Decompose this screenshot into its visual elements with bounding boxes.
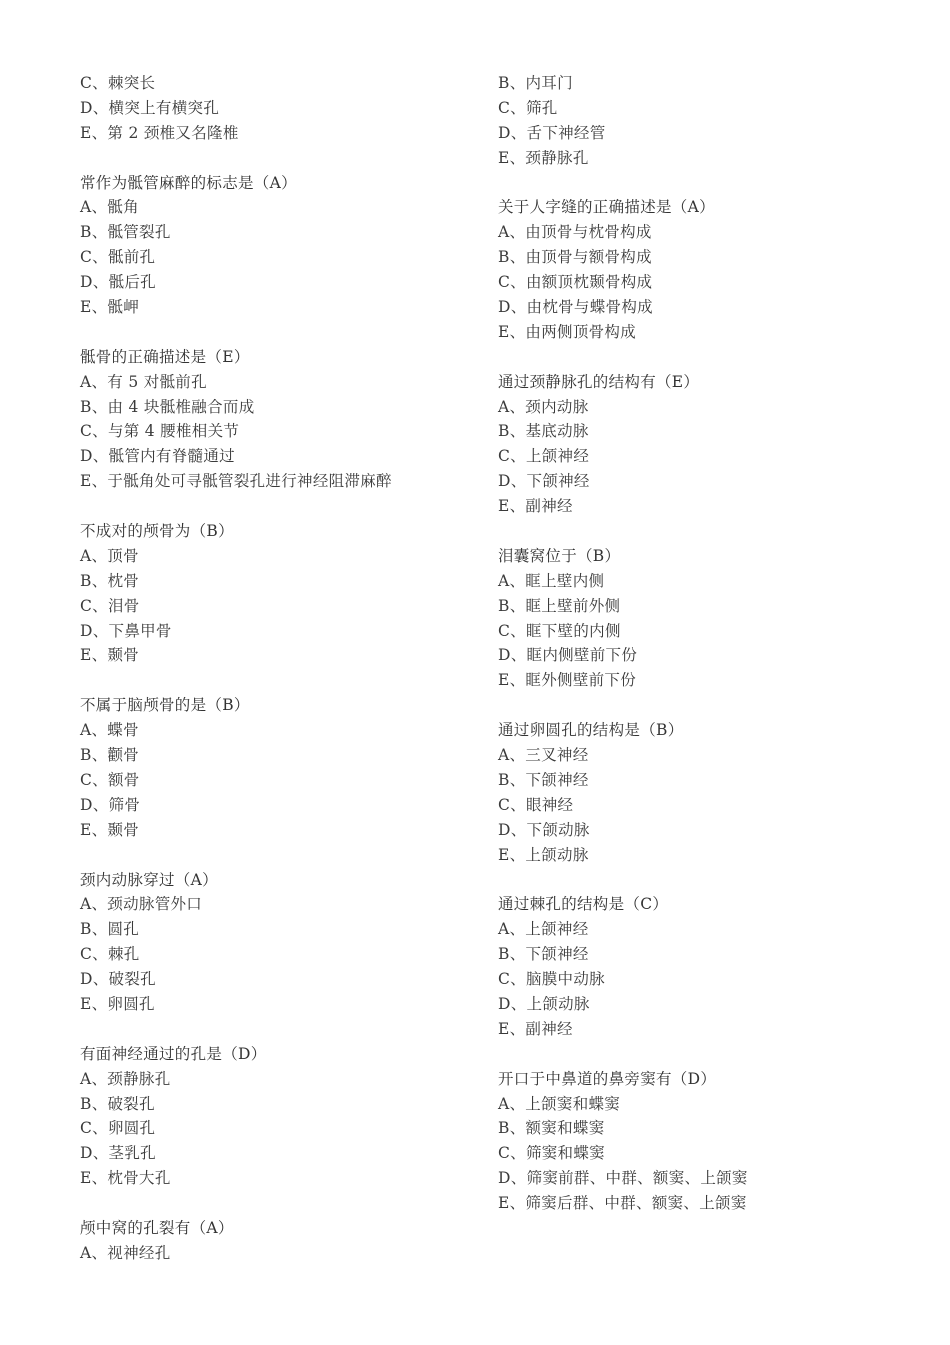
option-line: A、视神经孔	[80, 1243, 171, 1262]
question-text: 通过棘孔的结构是（C）	[498, 895, 669, 914]
question-block	[80, 868, 480, 1017]
question-spacer	[80, 320, 480, 345]
question-text: 骶骨的正确描述是（E）	[80, 347, 250, 366]
question-spacer	[80, 843, 480, 868]
option-line: D、由枕骨与蝶骨构成	[498, 298, 653, 317]
question-text: 不成对的颅骨为（B）	[80, 522, 234, 541]
question-spacer	[498, 1042, 898, 1067]
question-block	[498, 370, 898, 519]
question-block	[498, 718, 898, 867]
question-block	[498, 195, 898, 344]
question-text: 颈内动脉穿过（A）	[80, 870, 218, 889]
option-line: C、筛窦和蝶窦	[498, 1144, 605, 1163]
option-line: B、由 4 块骶椎融合而成	[80, 397, 255, 416]
question-block	[80, 519, 480, 668]
question-text: 开口于中鼻道的鼻旁窦有（D）	[498, 1069, 717, 1088]
left-column	[80, 71, 480, 1266]
question-spacer	[80, 1017, 480, 1042]
option-line: E、于骶角处可寻骶管裂孔进行神经阻滞麻醉	[80, 472, 392, 491]
option-line: B、下颌神经	[498, 945, 589, 964]
question-text: 通过颈静脉孔的结构有（E）	[498, 372, 700, 391]
option-line: E、颞骨	[80, 820, 140, 839]
option-line: A、蝶骨	[80, 721, 139, 740]
option-line: E、副神经	[498, 1019, 573, 1038]
option-line: E、颈静脉孔	[498, 148, 589, 167]
option-line: C、卵圆孔	[80, 1119, 156, 1138]
option-line: D、下颌神经	[498, 472, 590, 491]
option-line: E、颞骨	[80, 646, 140, 665]
option-line: E、骶岬	[80, 298, 140, 317]
question-spacer	[498, 345, 898, 370]
option-line: B、内耳门	[498, 74, 573, 92]
question-spacer	[498, 519, 898, 544]
option-line: B、破裂孔	[80, 1094, 155, 1113]
option-line: E、副神经	[498, 497, 573, 516]
option-line: E、卵圆孔	[80, 994, 155, 1013]
option-line: C、眼神经	[498, 795, 574, 814]
question-block	[80, 171, 480, 320]
question-text: 颅中窝的孔裂有（A）	[80, 1218, 234, 1237]
option-line: A、三叉神经	[498, 746, 589, 765]
option-line: D、骶管内有脊髓通过	[80, 447, 235, 466]
option-line: C、眶下壁的内侧	[498, 621, 621, 640]
option-line: D、横突上有横突孔	[80, 98, 220, 117]
question-block	[80, 693, 480, 842]
option-line: D、筛窦前群、中群、额窦、上颌窦	[498, 1169, 748, 1188]
option-line: D、茎乳孔	[80, 1144, 156, 1163]
question-spacer	[80, 494, 480, 519]
option-line: B、下颌神经	[498, 770, 589, 789]
option-line: C、骶前孔	[80, 248, 156, 267]
option-line: D、上颌动脉	[498, 994, 590, 1013]
option-line: E、上颌动脉	[498, 845, 589, 864]
question-spacer	[498, 868, 898, 893]
option-line: B、由顶骨与额骨构成	[498, 248, 652, 267]
option-line: C、筛孔	[498, 98, 558, 117]
option-line: A、上颌窦和蝶窦	[498, 1094, 621, 1113]
question-block	[498, 892, 898, 1041]
question-text: 关于人字缝的正确描述是（A）	[498, 198, 715, 217]
question-block	[80, 1216, 480, 1266]
option-line: E、枕骨大孔	[80, 1169, 171, 1188]
question-spacer	[80, 146, 480, 171]
option-line: B、骶管裂孔	[80, 223, 171, 242]
question-block	[80, 345, 480, 494]
option-line: D、骶后孔	[80, 273, 156, 292]
option-line: E、眶外侧壁前下份	[498, 671, 637, 690]
option-line: B、眶上壁前外侧	[498, 596, 621, 615]
option-line: D、舌下神经管	[498, 123, 606, 142]
question-text: 通过卵圆孔的结构是（B）	[498, 721, 684, 740]
option-line: E、由两侧顶骨构成	[498, 322, 637, 341]
option-line: C、脑膜中动脉	[498, 970, 605, 989]
option-line: A、骶角	[80, 198, 139, 217]
option-line: A、有 5 对骶前孔	[80, 372, 207, 391]
option-line: C、泪骨	[80, 596, 140, 615]
question-block	[498, 544, 898, 693]
question-text: 常作为骶管麻醉的标志是（A）	[80, 173, 297, 192]
question-text: 不属于脑颅骨的是（B）	[80, 696, 250, 715]
option-line: B、枕骨	[80, 571, 140, 590]
question-spacer	[498, 693, 898, 718]
question-block	[498, 1067, 898, 1216]
question-text: 有面神经通过的孔是（D）	[80, 1044, 267, 1063]
option-line: A、颈动脉管外口	[80, 895, 203, 914]
option-line: E、筛窦后群、中群、额窦、上颌窦	[498, 1194, 747, 1213]
question-spacer	[498, 171, 898, 196]
option-line: A、颈内动脉	[498, 397, 589, 416]
question-spacer	[80, 1191, 480, 1216]
option-line: D、下鼻甲骨	[80, 621, 172, 640]
option-line: C、棘突长	[80, 74, 156, 92]
option-line: B、基底动脉	[498, 422, 589, 441]
option-line: C、额骨	[80, 770, 140, 789]
option-line: A、上颌神经	[498, 920, 589, 939]
option-line: C、与第 4 腰椎相关节	[80, 422, 240, 441]
option-line: B、额窦和蝶窦	[498, 1119, 605, 1138]
option-line: A、眶上壁内侧	[498, 571, 605, 590]
option-line: A、颈静脉孔	[80, 1069, 171, 1088]
option-line: D、筛骨	[80, 795, 141, 814]
option-line: B、圆孔	[80, 920, 140, 939]
option-line: B、颧骨	[80, 746, 140, 765]
option-line: C、棘孔	[80, 945, 140, 964]
option-line: D、破裂孔	[80, 970, 156, 989]
option-line: C、上颌神经	[498, 447, 590, 466]
question-block	[80, 1042, 480, 1191]
option-line: A、由顶骨与枕骨构成	[498, 223, 652, 242]
option-line: D、眶内侧壁前下份	[498, 646, 638, 665]
option-line: E、第 2 颈椎又名隆椎	[80, 123, 239, 142]
option-line: C、由额顶枕颞骨构成	[498, 273, 653, 292]
right-column	[498, 71, 898, 1216]
option-line: D、下颌动脉	[498, 820, 590, 839]
question-text: 泪囊窝位于（B）	[498, 546, 621, 565]
option-line: A、顶骨	[80, 546, 139, 565]
question-spacer	[80, 668, 480, 693]
